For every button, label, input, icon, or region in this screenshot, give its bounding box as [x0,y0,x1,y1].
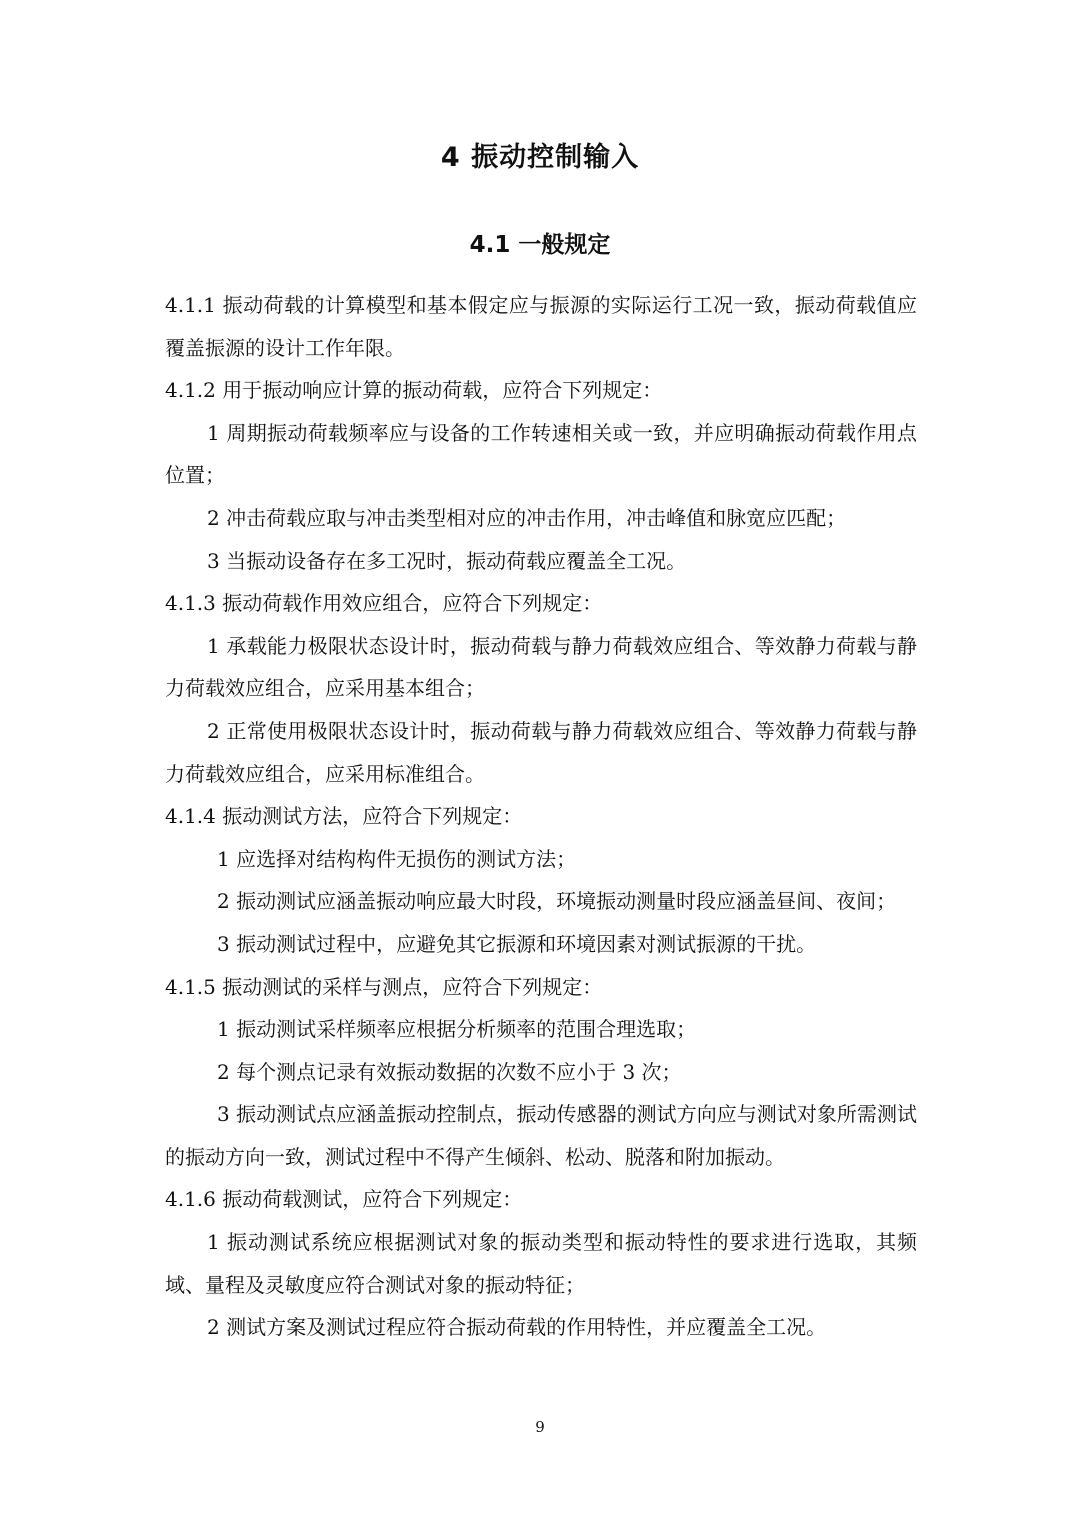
body-text [165,284,917,1349]
list-item: 1 周期振动荷载频率应与设备的工作转速相关或一致，并应明确振动荷载作用点位置； [165,420,917,488]
list-item: 2 冲击荷载应取与冲击类型相对应的冲击作用，冲击峰值和脉宽应匹配； [207,505,847,530]
chapter-title: 4 振动控制输入 [440,142,640,173]
clause-4-1-2: 4.1.2 用于振动响应计算的振动荷载，应符合下列规定： [165,378,663,403]
clause-4-1-6: 4.1.6 振动荷载测试，应符合下列规定： [165,1187,523,1212]
clause-4-1-1: 4.1.1 振动荷载的计算模型和基本假定应与振源的实际运行工况一致，振动荷载值应覆盖振源的设计工作年限。 [165,293,917,360]
list-item: 2 测试方案及测试过程应符合振动荷载的作用特性，并应覆盖全工况。 [207,1315,827,1340]
list-item: 3 振动测试点应涵盖振动控制点，振动传感器的测试方向应与测试对象所需测试的振动方向一致，测试过程中不得产生倾斜、松动、脱落和附加振动。 [165,1102,917,1169]
clause-4-1-5: 4.1.5 振动测试的采样与测点，应符合下列规定： [165,974,603,999]
list-item: 2 正常使用极限状态设计时，振动荷载与静力荷载效应组合、等效静力荷载与静力荷载效应组合，应采用标准组合。 [165,718,917,786]
list-item: 1 承载能力极限状态设计时，振动荷载与静力荷载效应组合、等效静力荷载与静力荷载效应组合，应采用基本组合； [165,633,917,701]
list-item: 1 振动测试采样频率应根据分析频率的范围合理选取； [217,1017,697,1042]
list-item: 1 振动测试系统应根据测试对象的振动类型和振动特性的要求进行选取，其频域、量程及灵敏度应符合测试对象的振动特征； [165,1230,917,1297]
list-item: 3 当振动设备存在多工况时，振动荷载应覆盖全工况。 [207,548,687,573]
section-title: 4.1 一般规定 [469,232,611,258]
list-item: 2 振动测试应涵盖振动响应最大时段，环境振动测量时段应涵盖昼间、夜间； [217,889,897,914]
clause-4-1-4: 4.1.4 振动测试方法，应符合下列规定： [165,804,523,829]
list-item: 3 振动测试过程中，应避免其它振源和环境因素对测试振源的干扰。 [217,931,817,956]
clause-4-1-3: 4.1.3 振动荷载作用效应组合，应符合下列规定： [165,591,603,616]
list-item: 1 应选择对结构构件无损伤的测试方法； [217,846,577,871]
page-number: 9 [535,1418,545,1436]
list-item: 2 每个测点记录有效振动数据的次数不应小于 3 次； [217,1059,682,1084]
